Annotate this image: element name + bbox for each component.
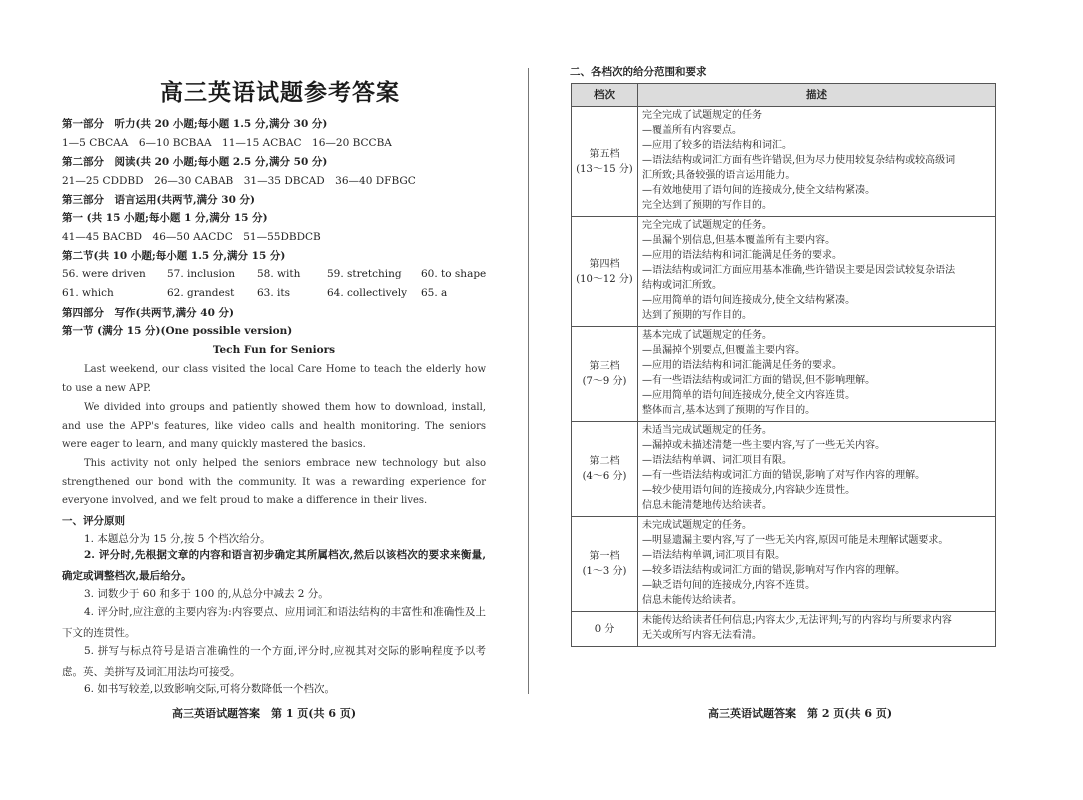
rule-item: 4. 评分时,应注意的主要内容为:内容要点、应用词汇和语法结构的丰富性和准确性及上下文的连贯性。 xyxy=(62,606,486,639)
grading-section-heading: 二、各档次的给分范围和要求 xyxy=(570,66,707,78)
header-description: 描述 xyxy=(638,84,996,107)
answer-item: 61. which xyxy=(62,287,114,299)
table-row xyxy=(572,107,996,217)
desc-line: —虽漏掉个别要点,但覆盖主要内容。 xyxy=(642,345,806,356)
level-range: (4～6 分) xyxy=(582,471,627,482)
answer-item: 60. to shape xyxy=(421,268,487,280)
answer-item: 56. were driven xyxy=(62,268,146,280)
desc-line: 未完成试题规定的任务。 xyxy=(642,520,752,531)
table-row xyxy=(572,217,996,327)
answer-item: 63. its xyxy=(257,287,291,299)
rule-item: 6. 如书写较差,以致影响交际,可将分数降低一个档次。 xyxy=(84,683,336,695)
level-cell xyxy=(572,217,638,327)
level-range: (13～15 分) xyxy=(576,163,633,175)
rules-heading: 一、评分原则 xyxy=(62,515,125,527)
description-cell xyxy=(638,217,996,327)
part3-section2-heading: 第二节(共 10 小题;每小题 1.5 分,满分 15 分) xyxy=(62,250,286,262)
desc-line: —应用的语法结构和词汇能满足任务的要求。 xyxy=(642,250,842,261)
rule-item: 1. 本题总分为 15 分,按 5 个档次给分。 xyxy=(84,533,271,545)
desc-line: —语法结构单调、词汇项目有限。 xyxy=(642,455,792,466)
header-level: 档次 xyxy=(572,84,638,107)
desc-line: —有一些语法结构或词汇方面的错误,但不影响理解。 xyxy=(642,375,876,386)
part4-heading: 第四部分 写作(共两节,满分 40 分) xyxy=(62,307,235,319)
desc-line: 信息未能清楚地传达给读者。 xyxy=(642,500,772,511)
desc-line: 完全完成了试题规定的任务 xyxy=(642,110,762,121)
desc-line: 达到了预期的写作目的。 xyxy=(642,310,752,321)
level-range: (1～3 分) xyxy=(582,566,627,577)
part1-heading: 第一部分 听力(共 20 小题;每小题 1.5 分,满分 30 分) xyxy=(62,118,328,130)
level-range: (10～12 分) xyxy=(576,273,633,285)
desc-line: 完全完成了试题规定的任务。 xyxy=(642,220,772,231)
description-cell xyxy=(638,612,996,647)
level-name: 第五档 xyxy=(589,148,620,160)
desc-line: —较少使用语句间的连接成分,内容缺少连贯性。 xyxy=(642,485,856,496)
desc-line: —应用简单的语句间连接成分,使全文内容连贯。 xyxy=(642,390,856,401)
answer-item: 58. with xyxy=(257,268,301,280)
essay-paragraph: This activity not only helped the seniors embrace new technology but also strengthened our bond with the community. It was a rewarding experience for everyone involved, and we felt proud to make a difference in their lives. xyxy=(62,458,486,506)
desc-line: —应用简单的语句间连接成分,使全文结构紧凑。 xyxy=(642,295,856,306)
table-row xyxy=(572,422,996,517)
desc-line: 未能传达给读者任何信息;内容太少,无法评判;写的内容均与所要求内容 xyxy=(642,615,952,626)
writing-section1-heading: 第一节 (满分 15 分)(One possible version) xyxy=(62,325,293,337)
desc-line: —语法结构单调,词汇项目有限。 xyxy=(642,550,786,561)
desc-line: —有效地使用了语句间的连接成分,使全文结构紧凑。 xyxy=(642,185,876,196)
page-title: 高三英语试题参考答案 xyxy=(160,79,400,106)
essay-paragraph: We divided into groups and patiently showed them how to download, install, and use the APP's features, like video calls and health monitoring. The seniors were eager to learn, and many quickly mastered the basics. xyxy=(62,402,486,450)
level-name: 第三档 xyxy=(589,361,620,372)
description-cell xyxy=(638,107,996,217)
part2-answers: 21—25 CDDBD 26—30 CABAB 31—35 DBCAD 36—40 DFBGC xyxy=(62,175,416,187)
part3-heading: 第三部分 语言运用(共两节,满分 30 分) xyxy=(62,194,256,206)
page-footer: 高三英语试题答案 第 1 页(共 6 页) xyxy=(172,707,357,720)
table-row xyxy=(572,612,996,647)
answer-item: 65. a xyxy=(421,287,448,299)
answer-item: 64. collectively xyxy=(327,287,408,299)
desc-line: —应用了较多的语法结构和词汇。 xyxy=(642,140,792,151)
level-cell xyxy=(572,612,638,647)
desc-line: 整体而言,基本达到了预期的写作目的。 xyxy=(642,405,816,416)
level-name: 0 分 xyxy=(594,623,615,635)
desc-line: —缺乏语句间的连接成分,内容不连贯。 xyxy=(642,580,816,591)
desc-line: —语法结构或词汇方面有些许错误,但为尽力使用较复杂结构或较高级词 xyxy=(642,155,956,166)
part3-section1-answers: 41—45 BACBD 46—50 AACDC 51—55DBDCB xyxy=(62,231,321,243)
desc-line: —较多语法结构或词汇方面的错误,影响对写作内容的理解。 xyxy=(642,565,906,576)
desc-line: 基本完成了试题规定的任务。 xyxy=(642,330,772,341)
description-cell xyxy=(638,517,996,612)
level-cell xyxy=(572,422,638,517)
answer-item: 59. stretching xyxy=(327,268,402,280)
desc-line: 无关或所写内容无法看清。 xyxy=(642,630,762,641)
desc-line: —虽漏个别信息,但基本覆盖所有主要内容。 xyxy=(642,235,836,246)
description-cell xyxy=(638,422,996,517)
answer-item: 62. grandest xyxy=(167,287,235,299)
answer-item: 57. inclusion xyxy=(167,268,235,280)
table-row xyxy=(572,517,996,612)
description-cell xyxy=(638,327,996,422)
level-name: 第一档 xyxy=(589,551,620,562)
answer-page-1 xyxy=(0,0,528,800)
page-footer: 高三英语试题答案 第 2 页(共 6 页) xyxy=(708,707,893,720)
desc-line: 汇所致;具备较强的语言运用能力。 xyxy=(642,170,796,181)
desc-line: 未适当完成试题规定的任务。 xyxy=(642,425,772,436)
desc-line: 结构或词汇所致。 xyxy=(642,280,722,291)
essay-title: Tech Fun for Seniors xyxy=(212,344,336,356)
desc-line: 完全达到了预期的写作目的。 xyxy=(642,200,772,211)
level-cell xyxy=(572,517,638,612)
rule-item: 5. 拼写与标点符号是语言准确性的一个方面,评分时,应视其对交际的影响程度予以考虑。英、美拼写及词汇用法均可接受。 xyxy=(62,645,486,678)
desc-line: 信息未能传达给读者。 xyxy=(642,595,742,606)
rule-item: 2. 评分时,先根据文章的内容和语言初步确定其所属档次,然后以该档次的要求来衡量,确定或调整档次,最后给分。 xyxy=(62,549,486,582)
level-cell xyxy=(572,107,638,217)
level-range: (7～9 分) xyxy=(582,376,627,387)
essay-paragraph: Last weekend, our class visited the local Care Home to teach the elderly how to use a new APP. xyxy=(62,364,486,394)
level-cell xyxy=(572,327,638,422)
level-name: 第四档 xyxy=(589,258,620,270)
desc-line: —语法结构或词汇方面应用基本准确,些许错误主要是因尝试较复杂语法 xyxy=(642,265,956,276)
part1-answers: 1—5 CBCAA 6—10 BCBAA 11—15 ACBAC 16—20 BCCBA xyxy=(62,137,392,149)
desc-line: —漏掉或未描述清楚一些主要内容,写了一些无关内容。 xyxy=(642,440,886,451)
desc-line: —应用的语法结构和词汇能满足任务的要求。 xyxy=(642,360,842,371)
level-name: 第二档 xyxy=(589,456,620,467)
rule-item: 3. 词数少于 60 和多于 100 的,从总分中减去 2 分。 xyxy=(84,588,329,600)
page-divider xyxy=(528,68,529,694)
desc-line: —覆盖所有内容要点。 xyxy=(642,125,742,136)
part3-section1-heading: 第一 (共 15 小题;每小题 1 分,满分 15 分) xyxy=(62,212,268,224)
table-row xyxy=(572,327,996,422)
grading-table xyxy=(571,83,996,647)
table-header-row xyxy=(572,84,996,107)
desc-line: —有一些语法结构或词汇方面的错误,影响了对写作内容的理解。 xyxy=(642,470,926,481)
part2-heading: 第二部分 阅读(共 20 小题;每小题 2.5 分,满分 50 分) xyxy=(62,156,328,168)
desc-line: —明显遗漏主要内容,写了一些无关内容,原因可能是未理解试题要求。 xyxy=(642,535,949,546)
